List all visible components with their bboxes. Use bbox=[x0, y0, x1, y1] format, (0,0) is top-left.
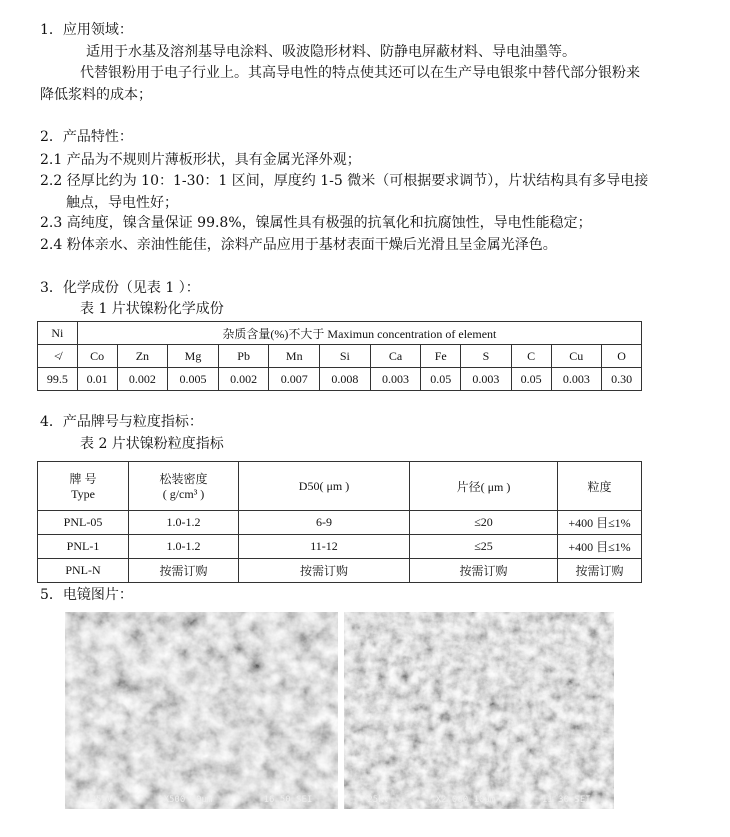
table-cell: 杂质含量(%)不大于 Maximun concentration of element bbox=[77, 322, 641, 345]
table-cell: PNL-N bbox=[38, 559, 129, 583]
sem-texture bbox=[65, 612, 338, 809]
table-cell: Si bbox=[320, 345, 371, 368]
table-cell: PNL-05 bbox=[38, 511, 129, 535]
table-cell: +400 目≤1% bbox=[558, 511, 642, 535]
table-cell: 0.003 bbox=[370, 368, 421, 391]
table-cell: Mn bbox=[269, 345, 320, 368]
table-cell: 99.5 bbox=[38, 368, 78, 391]
table-row bbox=[38, 535, 642, 559]
table-cell: PNL-1 bbox=[38, 535, 129, 559]
table-cell: 11-12 bbox=[239, 535, 410, 559]
paragraph: 降低浆料的成本； bbox=[40, 87, 152, 103]
table-cell: +400 目≤1% bbox=[558, 535, 642, 559]
table-cell: Zn bbox=[117, 345, 168, 368]
section-3-heading: 3．化学成份（见表 1 ）： bbox=[40, 280, 200, 296]
list-item: 2.3 高纯度，镍含量保证 99.8%，镍属性具有极强的抗氧化和抗腐蚀性，导电性能稳定； bbox=[40, 215, 592, 231]
section-5-heading: 5．电镜图片： bbox=[40, 587, 133, 603]
sem-caption: X500 50μm bbox=[163, 795, 213, 805]
table-row bbox=[38, 511, 642, 535]
table-cell: D50( μm ) bbox=[239, 462, 410, 511]
table-cell: 0.01 bbox=[77, 368, 117, 391]
paragraph: 适用于水基及溶剂基导电涂料、吸波隐形材料、防静电屏蔽材料、导电油墨等。 bbox=[86, 44, 576, 60]
list-item: 触点，导电性好； bbox=[66, 195, 178, 211]
table-cell: 0.008 bbox=[320, 368, 371, 391]
sem-caption: 11 30 SEI bbox=[541, 795, 591, 805]
sem-image-1 bbox=[65, 612, 338, 809]
table-cell: 0.005 bbox=[168, 368, 219, 391]
list-item: 2.1 产品为不规则片薄板形状，具有金属光泽外观； bbox=[40, 152, 361, 168]
table-cell: ≤20 bbox=[410, 511, 558, 535]
table-cell: 片径( μm ) bbox=[410, 462, 558, 511]
table-cell: ≤25 bbox=[410, 535, 558, 559]
section-2-heading: 2．产品特性： bbox=[40, 129, 133, 145]
table-cell: 按需订购 bbox=[410, 559, 558, 583]
table-cell: O bbox=[602, 345, 642, 368]
table-cell: 0.002 bbox=[117, 368, 168, 391]
table-cell: 1.0-1.2 bbox=[129, 535, 239, 559]
table-cell: 松装密度 ( g/cm³ ) bbox=[129, 462, 239, 511]
table-cell: 0.05 bbox=[511, 368, 551, 391]
table-cell: Ca bbox=[370, 345, 421, 368]
table-cell: Mg bbox=[168, 345, 219, 368]
paragraph: 代替银粉用于电子行业上。其高导电性的特点使其还可以在生产导电银浆中替代部分银粉来 bbox=[80, 65, 640, 81]
sem-texture bbox=[344, 612, 614, 809]
table-cell: ≮ bbox=[38, 345, 78, 368]
table-1-title: 表 1 片状镍粉化学成份 bbox=[80, 301, 224, 317]
table-cell: Fe bbox=[421, 345, 461, 368]
table-cell: 0.05 bbox=[421, 368, 461, 391]
table-cell: 0.003 bbox=[551, 368, 602, 391]
table-cell: Pb bbox=[218, 345, 269, 368]
table-cell: 6-9 bbox=[239, 511, 410, 535]
table-2-title: 表 2 片状镍粉粒度指标 bbox=[80, 436, 224, 452]
table-cell: 0.30 bbox=[602, 368, 642, 391]
table-cell: C bbox=[511, 345, 551, 368]
sem-caption: 25kV bbox=[90, 795, 113, 805]
sem-caption: 25kV bbox=[367, 795, 389, 805]
list-item: 2.4 粉体亲水、亲油性能佳，涂料产品应用于基材表面干燥后光滑且呈金属光泽色。 bbox=[40, 237, 557, 253]
table-cell: 按需订购 bbox=[558, 559, 642, 583]
table-cell: 0.007 bbox=[269, 368, 320, 391]
table-cell: 粒度 bbox=[558, 462, 642, 511]
section-1-heading: 1．应用领域： bbox=[40, 22, 133, 38]
table-row bbox=[38, 559, 642, 583]
sem-caption: X2,000 10μm bbox=[435, 795, 496, 805]
table-cell: 0.002 bbox=[218, 368, 269, 391]
section-4-heading: 4．产品牌号与粒度指标： bbox=[40, 414, 203, 430]
particle-size-table bbox=[37, 461, 642, 583]
table-cell: Co bbox=[77, 345, 117, 368]
table-cell: 1.0-1.2 bbox=[129, 511, 239, 535]
table-cell: S bbox=[461, 345, 512, 368]
sem-image-2 bbox=[344, 612, 614, 809]
sem-caption: 16 50 SEI bbox=[263, 795, 313, 805]
table-cell: 牌 号 Type bbox=[38, 462, 129, 511]
table-cell: 按需订购 bbox=[239, 559, 410, 583]
table-cell: Cu bbox=[551, 345, 602, 368]
table-cell: 按需订购 bbox=[129, 559, 239, 583]
table-cell: 0.003 bbox=[461, 368, 512, 391]
list-item: 2.2 径厚比约为 10：1-30：1 区间，厚度约 1-5 微米（可根据要求调节），片状结构具有多导电接 bbox=[40, 173, 649, 189]
chemical-composition-table bbox=[37, 321, 642, 391]
table-cell: Ni bbox=[38, 322, 78, 345]
